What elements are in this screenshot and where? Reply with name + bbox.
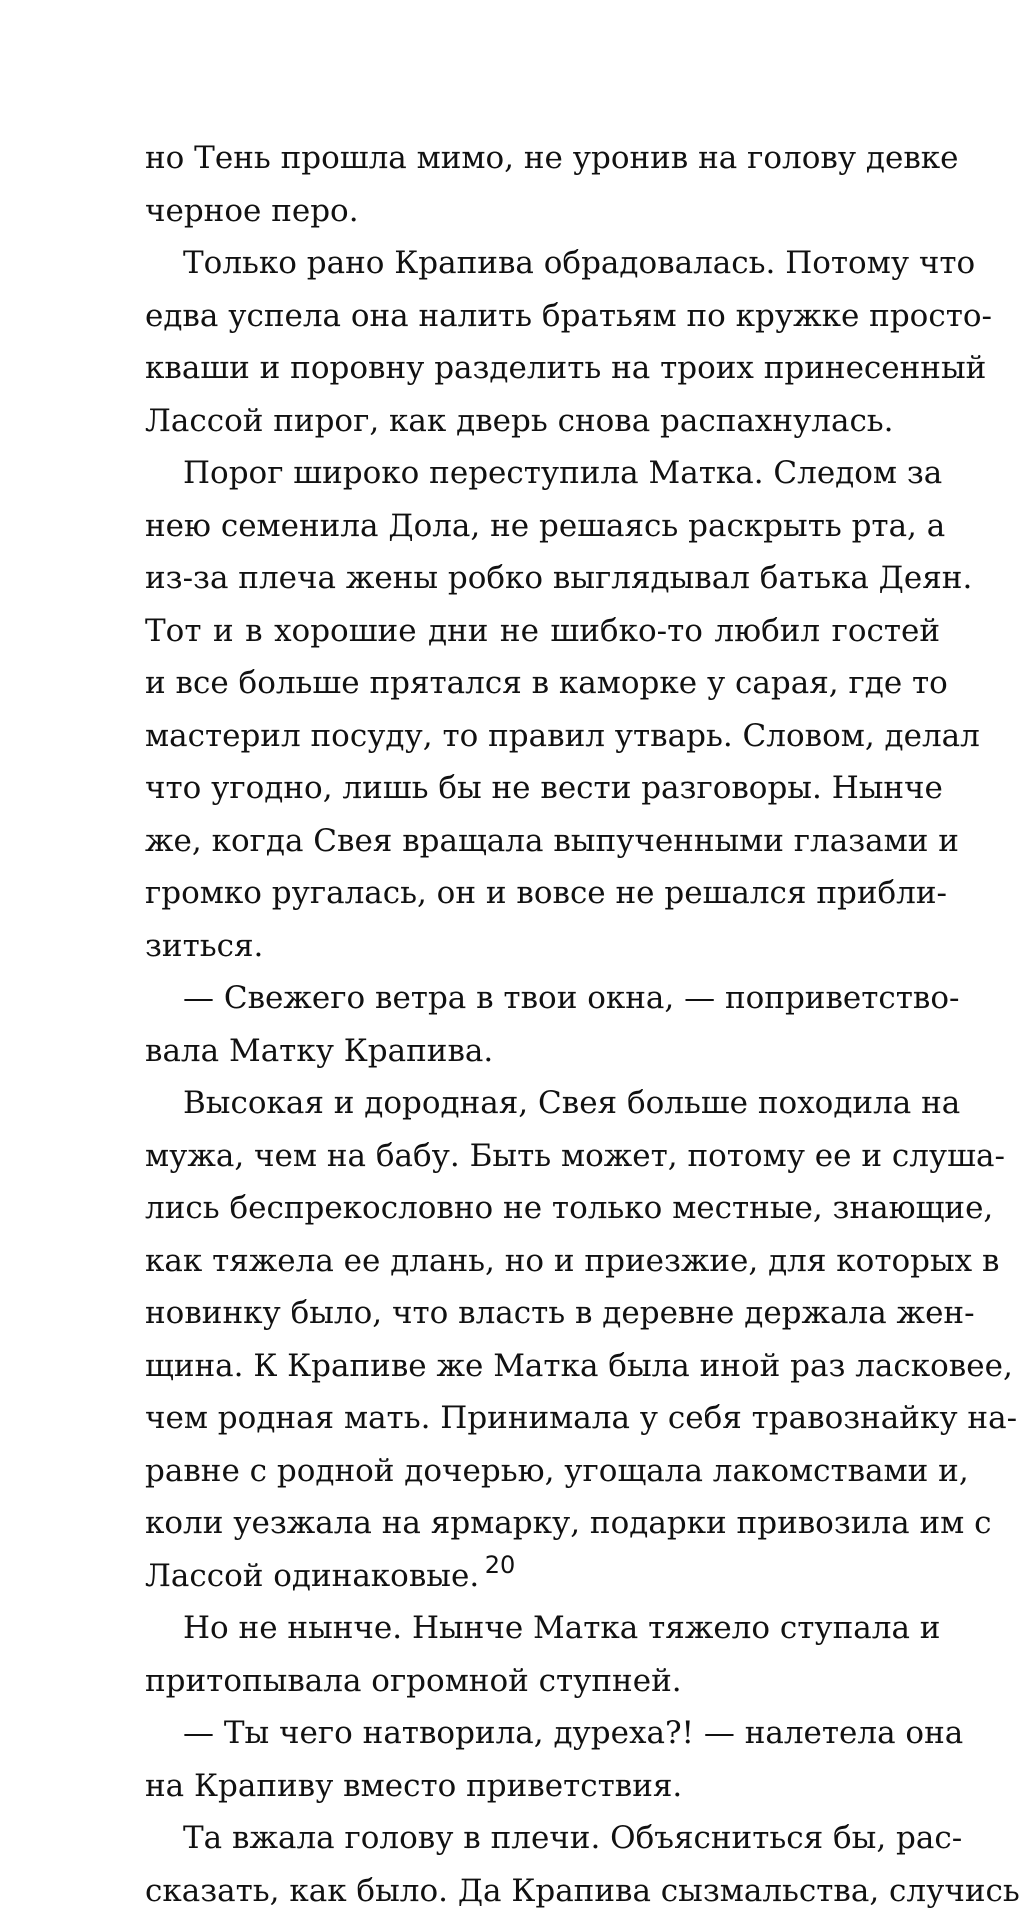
text-line: зиться. bbox=[145, 920, 940, 973]
text-line: как тяжела ее длань, но и приезжие, для которых в bbox=[145, 1235, 940, 1288]
text-line: Лассой пирог, как дверь снова распахнулась. bbox=[145, 395, 940, 448]
text-line: Та вжала голову в плечи. Объясниться бы, рас- bbox=[145, 1812, 940, 1865]
text-line: вала Матку Крапива. bbox=[145, 1025, 940, 1078]
body-text bbox=[145, 132, 940, 1917]
text-line: на Крапиву вместо приветствия. bbox=[145, 1760, 940, 1813]
text-line: равне с родной дочерью, угощала лакомствами и, bbox=[145, 1445, 940, 1498]
text-line: притопывала огромной ступней. bbox=[145, 1655, 940, 1708]
text-line: сказать, как было. Да Крапива сызмальства, случись bbox=[145, 1865, 940, 1917]
text-line: Высокая и дородная, Свея больше походила на bbox=[145, 1077, 940, 1130]
text-line: и все больше прятался в каморке у сарая, где то bbox=[145, 657, 940, 710]
text-line: Тот и в хорошие дни не шибко-то любил гостей bbox=[145, 605, 940, 658]
text-line: Порог широко переступила Матка. Следом за bbox=[145, 447, 940, 500]
text-line: едва успела она налить братьям по кружке просто- bbox=[145, 290, 940, 343]
text-line: чем родная мать. Принимала у себя травознайку на- bbox=[145, 1392, 940, 1445]
text-line: новинку было, что власть в деревне держала жен- bbox=[145, 1287, 940, 1340]
text-line: громко ругалась, он и вовсе не решался прибли- bbox=[145, 867, 940, 920]
text-line: — Свежего ветра в твои окна, — поприветство- bbox=[145, 972, 940, 1025]
text-line: Только рано Крапива обрадовалась. Потому что bbox=[145, 237, 940, 290]
page-number: 20 bbox=[0, 1551, 1000, 1579]
text-line: Лассой одинаковые. bbox=[145, 1550, 940, 1603]
text-line: коли уезжала на ярмарку, подарки привозила им с bbox=[145, 1497, 940, 1550]
text-line: же, когда Свея вращала выпученными глазами и bbox=[145, 815, 940, 868]
text-line: мужа, чем на бабу. Быть может, потому ее и слуша- bbox=[145, 1130, 940, 1183]
text-line: нею семенила Дола, не решаясь раскрыть рта, а bbox=[145, 500, 940, 553]
text-line: из-за плеча жены робко выглядывал батька Деян. bbox=[145, 552, 940, 605]
text-line: лись беспрекословно не только местные, знающие, bbox=[145, 1182, 940, 1235]
text-line: щина. К Крапиве же Матка была иной раз ласковее, bbox=[145, 1340, 940, 1393]
text-line: Но не нынче. Нынче Матка тяжело ступала и bbox=[145, 1602, 940, 1655]
text-line: черное перо. bbox=[145, 185, 940, 238]
text-line: — Ты чего натворила, дуреха?! — налетела она bbox=[145, 1707, 940, 1760]
text-line: что угодно, лишь бы не вести разговоры. Нынче bbox=[145, 762, 940, 815]
text-line: кваши и поровну разделить на троих принесенный bbox=[145, 342, 940, 395]
text-line: но Тень прошла мимо, не уронив на голову девке bbox=[145, 132, 940, 185]
text-line: мастерил посуду, то правил утварь. Словом, делал bbox=[145, 710, 940, 763]
